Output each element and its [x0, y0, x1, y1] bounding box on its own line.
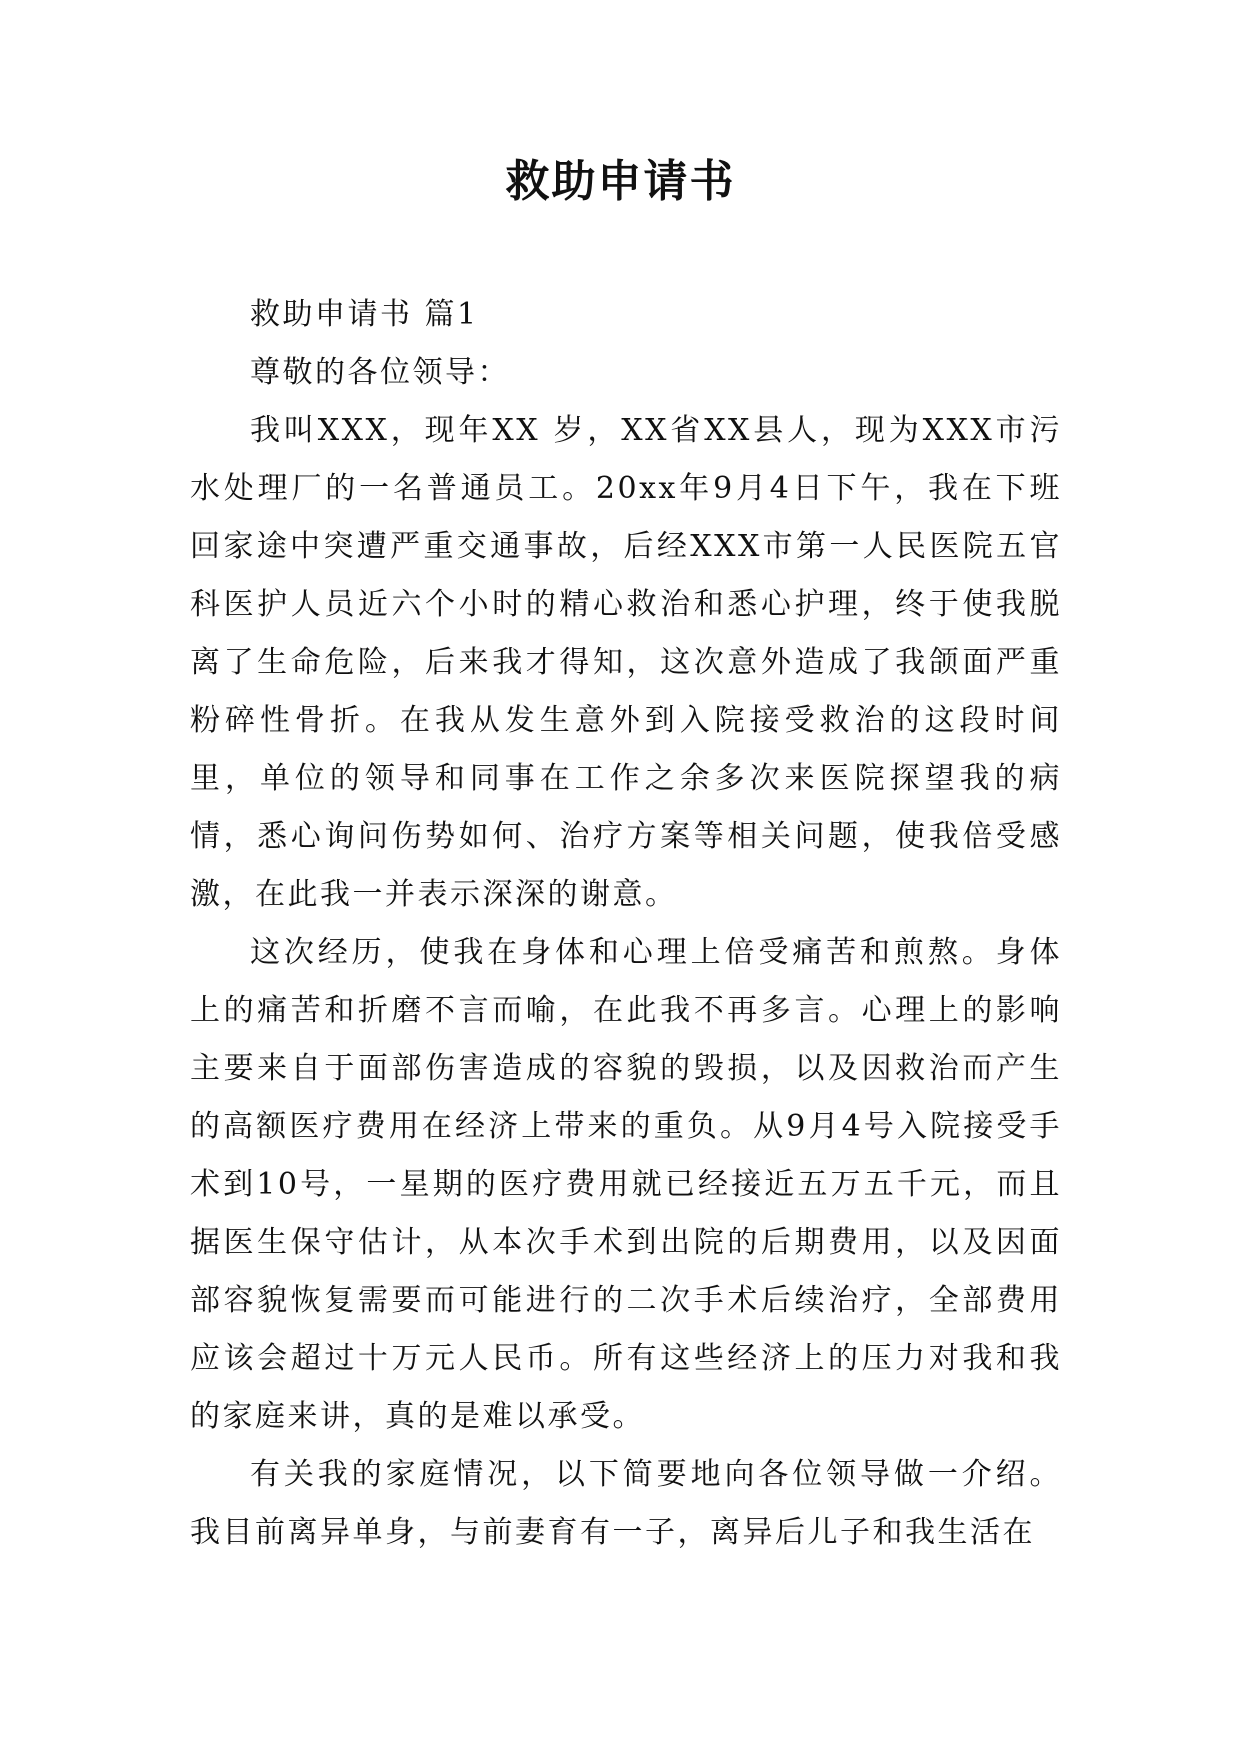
body-paragraph: 这次经历，使我在身体和心理上倍受痛苦和煎熬。身体上的痛苦和折磨不言而喻，在此我不再多言。心理上的影响主要来自于面部伤害造成的容貌的毁损，以及因救治而产生的高额医疗费用在经济上带来的重负。从9月4号入院接受手术到10号，一星期的医疗费用就已经接近五万五千元，而且据医生保守估计，从本次手术到出院的后期费用，以及因面部容貌恢复需要而可能进行的二次手术后续治疗，全部费用应该会超过十万元人民币。所有这些经济上的压力对我和我的家庭来讲，真的是难以承受。 [190, 935, 1062, 1434]
document-body [190, 286, 1062, 1562]
document-title: 救助申请书 [505, 156, 736, 207]
section-heading: 救助申请书 篇1 [250, 297, 479, 332]
body-paragraph: 我叫XXX，现年XX 岁，XX省XX县人，现为XXX市污水处理厂的一名普通员工。20xx年9月4日下午，我在下班回家途中突遭严重交通事故，后经XXX市第一人民医院五官科医护人员近六个小时的精心救治和悉心护理，终于使我脱离了生命危险，后来我才得知，这次意外造成了我颌面严重粉碎性骨折。在我从发生意外到入院接受救治的这段时间里，单位的领导和同事在工作之余多次来医院探望我的病情，悉心询问伤势如何、治疗方案等相关问题，使我倍受感激，在此我一并表示深深的谢意。 [190, 413, 1062, 912]
salutation: 尊敬的各位领导： [250, 355, 510, 390]
body-paragraph: 有关我的家庭情况，以下简要地向各位领导做一介绍。我目前离异单身，与前妻育有一子，离异后儿子和我生活在 [190, 1457, 1062, 1550]
